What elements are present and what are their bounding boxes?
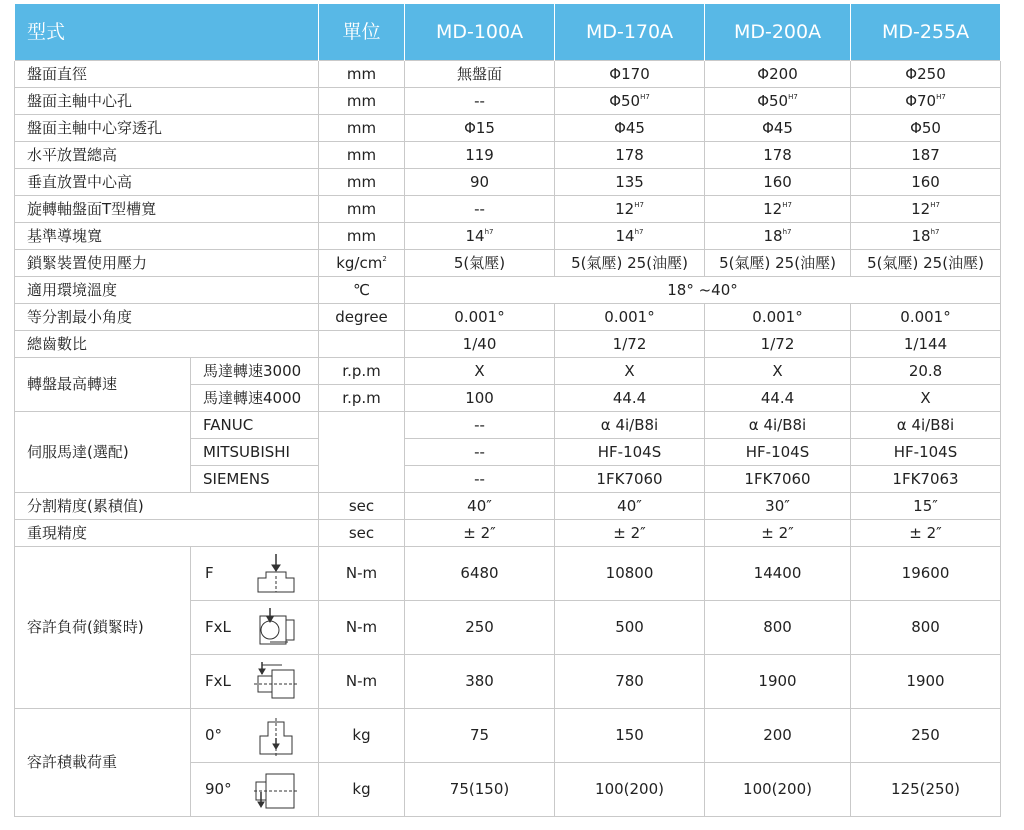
row-unit: sec <box>319 493 405 520</box>
row-unit: N-m <box>319 655 405 709</box>
unit-text: kg/cm <box>336 253 383 272</box>
cell: 200 <box>705 709 851 763</box>
tolerance-sup: h7 <box>782 227 792 236</box>
table-row <box>15 250 1001 277</box>
cell: ± 2″ <box>851 520 1001 547</box>
tolerance-sup: H7 <box>788 92 798 101</box>
cell <box>555 88 705 115</box>
cell: 5(氣壓) 25(油壓) <box>705 250 851 277</box>
table-row <box>15 277 1001 304</box>
cell-merged: 18° ~40° <box>405 277 1001 304</box>
sub-label <box>191 655 319 709</box>
cell: 44.4 <box>555 385 705 412</box>
row-unit <box>319 412 405 493</box>
cell: 44.4 <box>705 385 851 412</box>
group-label: 轉盤最高轉速 <box>15 358 191 412</box>
cell <box>555 196 705 223</box>
row-label: 適用環境溫度 <box>15 277 319 304</box>
cell-value: 12 <box>615 199 635 218</box>
cell: 5(氣壓) <box>405 250 555 277</box>
table-row <box>15 331 1001 358</box>
row-label: 盤面直徑 <box>15 61 319 88</box>
cell: X <box>555 358 705 385</box>
table-row <box>15 304 1001 331</box>
table-row <box>15 61 1001 88</box>
sub-label-text: FxL <box>205 618 231 637</box>
table-row <box>15 142 1001 169</box>
group-label: 容許積載荷重 <box>15 709 191 817</box>
axial-load-diagram-icon <box>252 552 300 596</box>
row-unit: mm <box>319 88 405 115</box>
header-model: MD-200A <box>705 4 851 61</box>
cell: -- <box>405 466 555 493</box>
cell: 5(氣壓) 25(油壓) <box>851 250 1001 277</box>
sub-label-wrap <box>205 660 318 704</box>
sub-label: MITSUBISHI <box>191 439 319 466</box>
cell: Φ15 <box>405 115 555 142</box>
table-row <box>15 709 1001 763</box>
cell: 800 <box>851 601 1001 655</box>
tolerance-sup: h7 <box>634 227 644 236</box>
cell: X <box>851 385 1001 412</box>
cell: 150 <box>555 709 705 763</box>
table-row <box>15 115 1001 142</box>
cell: 1FK7060 <box>705 466 851 493</box>
cell-value: 18 <box>763 226 783 245</box>
cell: ± 2″ <box>555 520 705 547</box>
cell-value: Φ50 <box>609 91 641 110</box>
row-unit: ℃ <box>319 277 405 304</box>
cell: -- <box>405 412 555 439</box>
sub-label-text: 0° <box>205 726 223 745</box>
row-unit: N-m <box>319 601 405 655</box>
cell: HF-104S <box>555 439 705 466</box>
sub-label-wrap <box>205 606 318 650</box>
cell: Φ200 <box>705 61 851 88</box>
cell: -- <box>405 88 555 115</box>
cell-value: Φ50 <box>757 91 789 110</box>
cell: 15″ <box>851 493 1001 520</box>
cell: HF-104S <box>705 439 851 466</box>
cell <box>705 88 851 115</box>
cell: 0.001° <box>705 304 851 331</box>
cell: 1/144 <box>851 331 1001 358</box>
cell: Φ50 <box>851 115 1001 142</box>
vertical-weight-diagram-icon <box>252 768 300 812</box>
sub-label <box>191 547 319 601</box>
cell: -- <box>405 196 555 223</box>
cell: α 4i/B8i <box>555 412 705 439</box>
tolerance-sup: H7 <box>930 200 940 209</box>
header-type: 型式 <box>15 4 319 61</box>
cell <box>705 196 851 223</box>
tolerance-sup: h7 <box>484 227 494 236</box>
cell: X <box>705 358 851 385</box>
cell: 1FK7060 <box>555 466 705 493</box>
cell: 1/72 <box>555 331 705 358</box>
cell: 178 <box>705 142 851 169</box>
tolerance-sup: h7 <box>930 227 940 236</box>
group-label: 伺服馬達(選配) <box>15 412 191 493</box>
cell-value: Φ70 <box>905 91 937 110</box>
cell: 14400 <box>705 547 851 601</box>
row-label: 垂直放置中心高 <box>15 169 319 196</box>
cell: 500 <box>555 601 705 655</box>
cell: 187 <box>851 142 1001 169</box>
cell: 1/40 <box>405 331 555 358</box>
cell: 125(250) <box>851 763 1001 817</box>
row-unit: mm <box>319 142 405 169</box>
table-row <box>15 196 1001 223</box>
cell: 380 <box>405 655 555 709</box>
cell: X <box>405 358 555 385</box>
cell: 40″ <box>405 493 555 520</box>
row-label: 盤面主軸中心孔 <box>15 88 319 115</box>
sub-label-wrap <box>205 768 318 812</box>
cell-value: 14 <box>465 226 485 245</box>
cell: 160 <box>705 169 851 196</box>
row-label: 鎖緊裝置使用壓力 <box>15 250 319 277</box>
cell: 250 <box>851 709 1001 763</box>
cell: 1900 <box>851 655 1001 709</box>
header-model: MD-255A <box>851 4 1001 61</box>
row-label: 盤面主軸中心穿透孔 <box>15 115 319 142</box>
sub-label: 馬達轉速3000 <box>191 358 319 385</box>
cell: 0.001° <box>405 304 555 331</box>
cell: 135 <box>555 169 705 196</box>
tolerance-sup: H7 <box>782 200 792 209</box>
sub-label-text: F <box>205 564 214 583</box>
spec-table <box>14 4 1001 817</box>
cell: 75 <box>405 709 555 763</box>
sub-label: FANUC <box>191 412 319 439</box>
row-unit: mm <box>319 223 405 250</box>
row-unit: kg <box>319 709 405 763</box>
row-label: 分割精度(累積值) <box>15 493 319 520</box>
cell: 40″ <box>555 493 705 520</box>
cell: 100(200) <box>705 763 851 817</box>
cell <box>851 223 1001 250</box>
tolerance-sup: H7 <box>640 92 650 101</box>
cell: 800 <box>705 601 851 655</box>
cell: HF-104S <box>851 439 1001 466</box>
row-unit: degree <box>319 304 405 331</box>
cell <box>405 223 555 250</box>
row-unit: mm <box>319 115 405 142</box>
table-row <box>15 223 1001 250</box>
sub-label: SIEMENS <box>191 466 319 493</box>
row-unit: mm <box>319 196 405 223</box>
cell-value: 12 <box>911 199 931 218</box>
sub-label <box>191 601 319 655</box>
cell: 780 <box>555 655 705 709</box>
row-unit: mm <box>319 169 405 196</box>
moment-load-diagram-icon <box>252 606 300 650</box>
cell: 160 <box>851 169 1001 196</box>
table-row <box>15 169 1001 196</box>
sub-label <box>191 763 319 817</box>
cell: 0.001° <box>555 304 705 331</box>
cell: 無盤面 <box>405 61 555 88</box>
cell: 75(150) <box>405 763 555 817</box>
cell: 19600 <box>851 547 1001 601</box>
sub-label-wrap <box>205 714 318 758</box>
cell: Φ250 <box>851 61 1001 88</box>
cell: 10800 <box>555 547 705 601</box>
sub-label-text: 90° <box>205 780 232 799</box>
cell <box>851 196 1001 223</box>
cell: 6480 <box>405 547 555 601</box>
table-row <box>15 520 1001 547</box>
sub-label-text: FxL <box>205 672 231 691</box>
row-unit: r.p.m <box>319 358 405 385</box>
cell: 0.001° <box>851 304 1001 331</box>
cell: ± 2″ <box>405 520 555 547</box>
cell <box>851 88 1001 115</box>
row-unit: N-m <box>319 547 405 601</box>
cell: 119 <box>405 142 555 169</box>
cell: ± 2″ <box>705 520 851 547</box>
offset-load-diagram-icon <box>252 660 300 704</box>
cell <box>705 223 851 250</box>
cell: Φ45 <box>555 115 705 142</box>
table-row <box>15 412 1001 439</box>
row-unit: kg <box>319 763 405 817</box>
cell: 250 <box>405 601 555 655</box>
cell: 90 <box>405 169 555 196</box>
table-row <box>15 358 1001 385</box>
row-label: 水平放置總高 <box>15 142 319 169</box>
cell: 1/72 <box>705 331 851 358</box>
cell: 20.8 <box>851 358 1001 385</box>
row-unit: r.p.m <box>319 385 405 412</box>
cell-value: 14 <box>615 226 635 245</box>
cell-value: 12 <box>763 199 783 218</box>
cell: 100(200) <box>555 763 705 817</box>
cell: 1FK7063 <box>851 466 1001 493</box>
row-label: 等分割最小角度 <box>15 304 319 331</box>
cell: Φ170 <box>555 61 705 88</box>
sub-label-wrap <box>205 552 318 596</box>
table-row <box>15 493 1001 520</box>
row-unit <box>319 250 405 277</box>
tolerance-sup: H7 <box>936 92 946 101</box>
table-row <box>15 547 1001 601</box>
cell <box>555 223 705 250</box>
unit-sup: 2 <box>382 254 387 263</box>
cell: 5(氣壓) 25(油壓) <box>555 250 705 277</box>
cell-value: 18 <box>911 226 931 245</box>
cell: Φ45 <box>705 115 851 142</box>
row-label: 基準導塊寬 <box>15 223 319 250</box>
cell: -- <box>405 439 555 466</box>
tolerance-sup: H7 <box>634 200 644 209</box>
sub-label: 馬達轉速4000 <box>191 385 319 412</box>
horizontal-weight-diagram-icon <box>252 714 300 758</box>
row-unit: sec <box>319 520 405 547</box>
cell: α 4i/B8i <box>851 412 1001 439</box>
header-model: MD-170A <box>555 4 705 61</box>
header-unit: 單位 <box>319 4 405 61</box>
group-label: 容許負荷(鎖緊時) <box>15 547 191 709</box>
row-unit <box>319 331 405 358</box>
row-unit: mm <box>319 61 405 88</box>
cell: 1900 <box>705 655 851 709</box>
cell: α 4i/B8i <box>705 412 851 439</box>
row-label: 重現精度 <box>15 520 319 547</box>
row-label: 旋轉軸盤面T型槽寬 <box>15 196 319 223</box>
table-row <box>15 88 1001 115</box>
cell: 30″ <box>705 493 851 520</box>
cell: 100 <box>405 385 555 412</box>
header-model: MD-100A <box>405 4 555 61</box>
sub-label <box>191 709 319 763</box>
header-row <box>15 4 1001 61</box>
cell: 178 <box>555 142 705 169</box>
row-label: 總齒數比 <box>15 331 319 358</box>
